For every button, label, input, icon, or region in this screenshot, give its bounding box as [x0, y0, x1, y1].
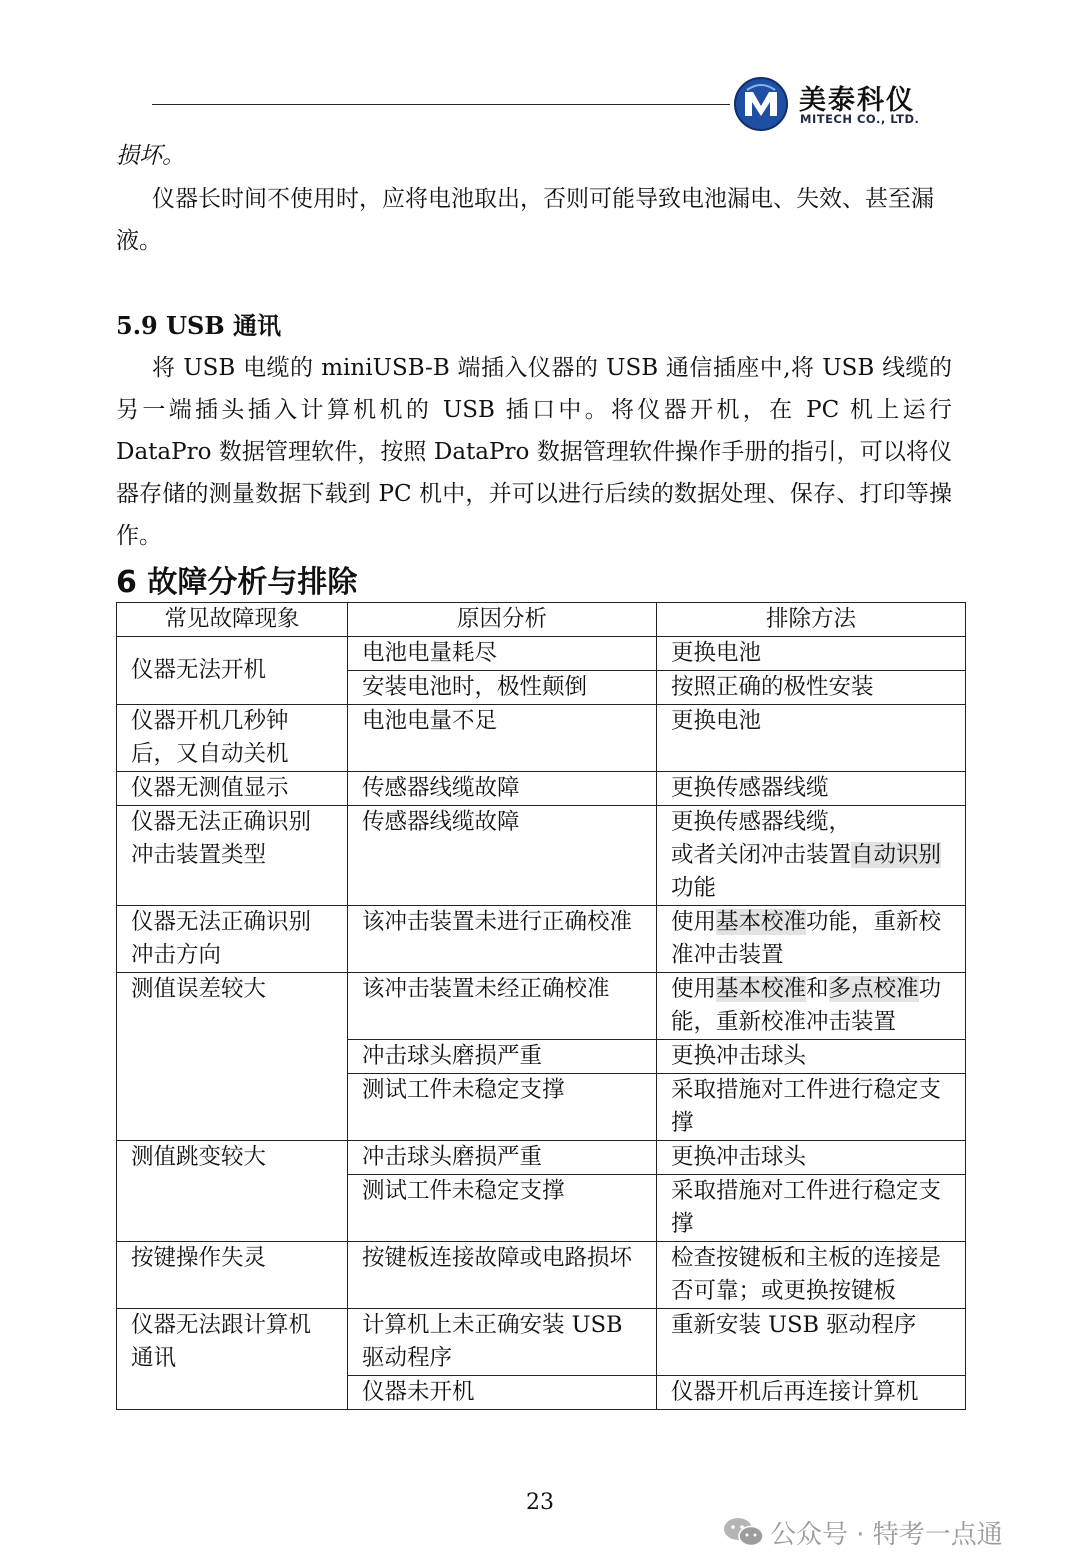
fix-text: 和: [806, 976, 829, 1002]
continued-text: 损坏。: [116, 143, 185, 169]
fix-cell: 重新安装 USB 驱动程序: [657, 1309, 966, 1376]
fix-text: 或者关闭冲击装置: [671, 842, 852, 868]
highlighted-term: 多点校准: [828, 976, 919, 1002]
cause-cell: 电池电量不足: [348, 705, 657, 772]
header-fix: 排除方法: [657, 603, 966, 637]
fix-text: 功能: [671, 875, 717, 901]
fix-cell: [657, 973, 966, 1040]
wechat-icon: [722, 1516, 766, 1548]
symptom-cell: 测值误差较大: [117, 973, 348, 1141]
company-logo: [733, 76, 953, 136]
fix-text: 功能，重新校准冲击装置: [671, 976, 942, 1035]
logo-text-cn: 美泰科仪: [799, 85, 915, 116]
cause-cell: 安装电池时，极性颠倒: [348, 671, 657, 705]
cause-cell: 按键板连接故障或电路损坏: [348, 1242, 657, 1309]
header-cause: 原因分析: [348, 603, 657, 637]
fix-cell: 更换冲击球头: [657, 1040, 966, 1074]
table-row: [117, 973, 966, 1040]
cause-cell: 仪器未开机: [348, 1376, 657, 1410]
symptom-cell: 仪器无法开机: [117, 637, 348, 705]
cause-cell: 该冲击装置未经正确校准: [348, 973, 657, 1040]
cause-cell: 冲击球头磨损严重: [348, 1141, 657, 1175]
fix-cell: 采取措施对工件进行稳定支撑: [657, 1074, 966, 1141]
table-row: [117, 1242, 966, 1309]
table-header-row: [117, 603, 966, 637]
table-row: [117, 705, 966, 772]
highlighted-term: 自动识别: [851, 842, 942, 868]
watermark: [722, 1512, 1062, 1552]
fix-cell: 更换电池: [657, 705, 966, 772]
table-row: [117, 1309, 966, 1376]
highlighted-term: 基本校准: [716, 909, 807, 935]
fix-text: 使用: [671, 976, 717, 1002]
cause-cell: 冲击球头磨损严重: [348, 1040, 657, 1074]
symptom-cell: 仪器无法正确识别冲击装置类型: [117, 806, 348, 906]
usb-paragraph: 将 USB 电缆的 miniUSB-B 端插入仪器的 USB 通信插座中,将 USB 线缆的另一端插头插入计算机机的 USB 插口中。将仪器开机，在 PC 机上运行 DataPro 数据管理软件，按照 DataPro 数据管理软件操作手册的指引，可以将仪器存储的测量数据下载到 PC 机中，并可以进行后续的数据处理、保存、打印等操作。: [116, 355, 952, 549]
symptom-cell: 仪器开机几秒钟后，又自动关机: [117, 705, 348, 772]
fix-text: 使用: [671, 909, 717, 935]
fault-table: [116, 602, 966, 1410]
header-symptom: 常见故障现象: [117, 603, 348, 637]
cause-cell: 电池电量耗尽: [348, 637, 657, 671]
symptom-cell: 仪器无法跟计算机通讯: [117, 1309, 348, 1410]
fix-text: 功能，重新校准冲击装置: [671, 909, 942, 968]
fix-text: 更换传感器线缆，: [671, 809, 852, 835]
symptom-cell: 测值跳变较大: [117, 1141, 348, 1242]
table-row: [117, 906, 966, 973]
section-5-9-heading: 5.9 USB 通讯: [116, 311, 282, 340]
symptom-cell: 按键操作失灵: [117, 1242, 348, 1309]
fix-cell: 按照正确的极性安装: [657, 671, 966, 705]
cause-cell: 测试工件未稳定支撑: [348, 1074, 657, 1141]
fix-cell: 检查按键板和主板的连接是否可靠；或更换按键板: [657, 1242, 966, 1309]
mitech-logo-icon: [733, 76, 789, 132]
header-rule: [152, 104, 730, 105]
cause-cell: 计算机上未正确安装 USB 驱动程序: [348, 1309, 657, 1376]
fix-cell: 采取措施对工件进行稳定支撑: [657, 1175, 966, 1242]
battery-paragraph: 仪器长时间不使用时，应将电池取出，否则可能导致电池漏电、失效、甚至漏液。: [116, 186, 934, 254]
page-number: 23: [526, 1490, 554, 1515]
fix-cell: [657, 906, 966, 973]
fix-cell: 更换传感器线缆: [657, 772, 966, 806]
logo-text-en: MITECH CO., LTD.: [800, 112, 920, 126]
fix-cell: 仪器开机后再连接计算机: [657, 1376, 966, 1410]
symptom-cell: 仪器无法正确识别冲击方向: [117, 906, 348, 973]
table-row: [117, 1141, 966, 1175]
table-row: [117, 637, 966, 671]
watermark-text: 公众号 · 特考一点通: [770, 1520, 1003, 1550]
cause-cell: 测试工件未稳定支撑: [348, 1175, 657, 1242]
cause-cell: 传感器线缆故障: [348, 806, 657, 906]
cause-cell: 该冲击装置未进行正确校准: [348, 906, 657, 973]
table-row: [117, 806, 966, 906]
symptom-cell: 仪器无测值显示: [117, 772, 348, 806]
fix-cell: 更换电池: [657, 637, 966, 671]
cause-cell: 传感器线缆故障: [348, 772, 657, 806]
fix-cell: 更换冲击球头: [657, 1141, 966, 1175]
table-row: [117, 772, 966, 806]
highlighted-term: 基本校准: [716, 976, 807, 1002]
fix-cell: [657, 806, 966, 906]
section-6-heading: 6 故障分析与排除: [116, 565, 358, 600]
